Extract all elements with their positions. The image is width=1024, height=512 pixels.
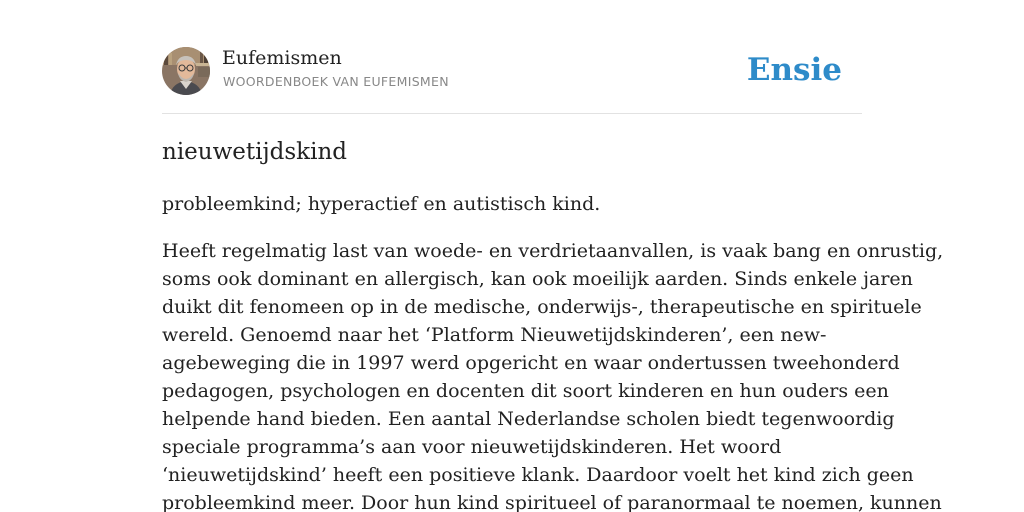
body-line: pedagogen, psychologen en docenten dit soort kinderen en hun ouders een <box>162 380 889 402</box>
body-line: wereld. Genoemd naar het ‘Platform Nieuwetijdskinderen’, een new- <box>162 324 827 346</box>
entry-definition: probleemkind; hyperactief en autistisch kind. <box>162 193 601 215</box>
body-line: Heeft regelmatig last van woede- en verdrietaanvallen, is vaak bang en onrustig, <box>162 240 944 262</box>
body-line: speciale programma’s aan voor nieuwetijdskinderen. Het woord <box>162 436 782 458</box>
ensie-logo[interactable]: Ensie <box>746 52 842 88</box>
body-line: soms ook dominant en allergisch, kan ook moeilijk aarden. Sinds enkele jaren <box>162 268 913 290</box>
author-name[interactable]: Eufemismen <box>222 47 342 69</box>
author-subtitle: WOORDENBOEK VAN EUFEMISMEN <box>223 74 449 89</box>
body-line: agebeweging die in 1997 werd opgericht en waar ondertussen tweehonderd <box>162 352 900 374</box>
body-line: duikt dit fenomeen op in de medische, onderwijs-, therapeutische en spirituele <box>162 296 922 318</box>
body-line: helpende hand bieden. Een aantal Nederlandse scholen biedt tegenwoordig <box>162 408 895 430</box>
entry-body <box>162 237 944 512</box>
header-divider <box>162 113 862 114</box>
body-line: probleemkind meer. Door hun kind spiritueel of paranormaal te noemen, kunnen <box>162 492 942 512</box>
page-header <box>162 46 862 96</box>
body-line: ‘nieuwetijdskind’ heeft een positieve klank. Daardoor voelt het kind zich geen <box>162 464 914 486</box>
person-portrait-icon[interactable] <box>162 47 210 95</box>
entry-title: nieuwetijdskind <box>162 139 347 165</box>
